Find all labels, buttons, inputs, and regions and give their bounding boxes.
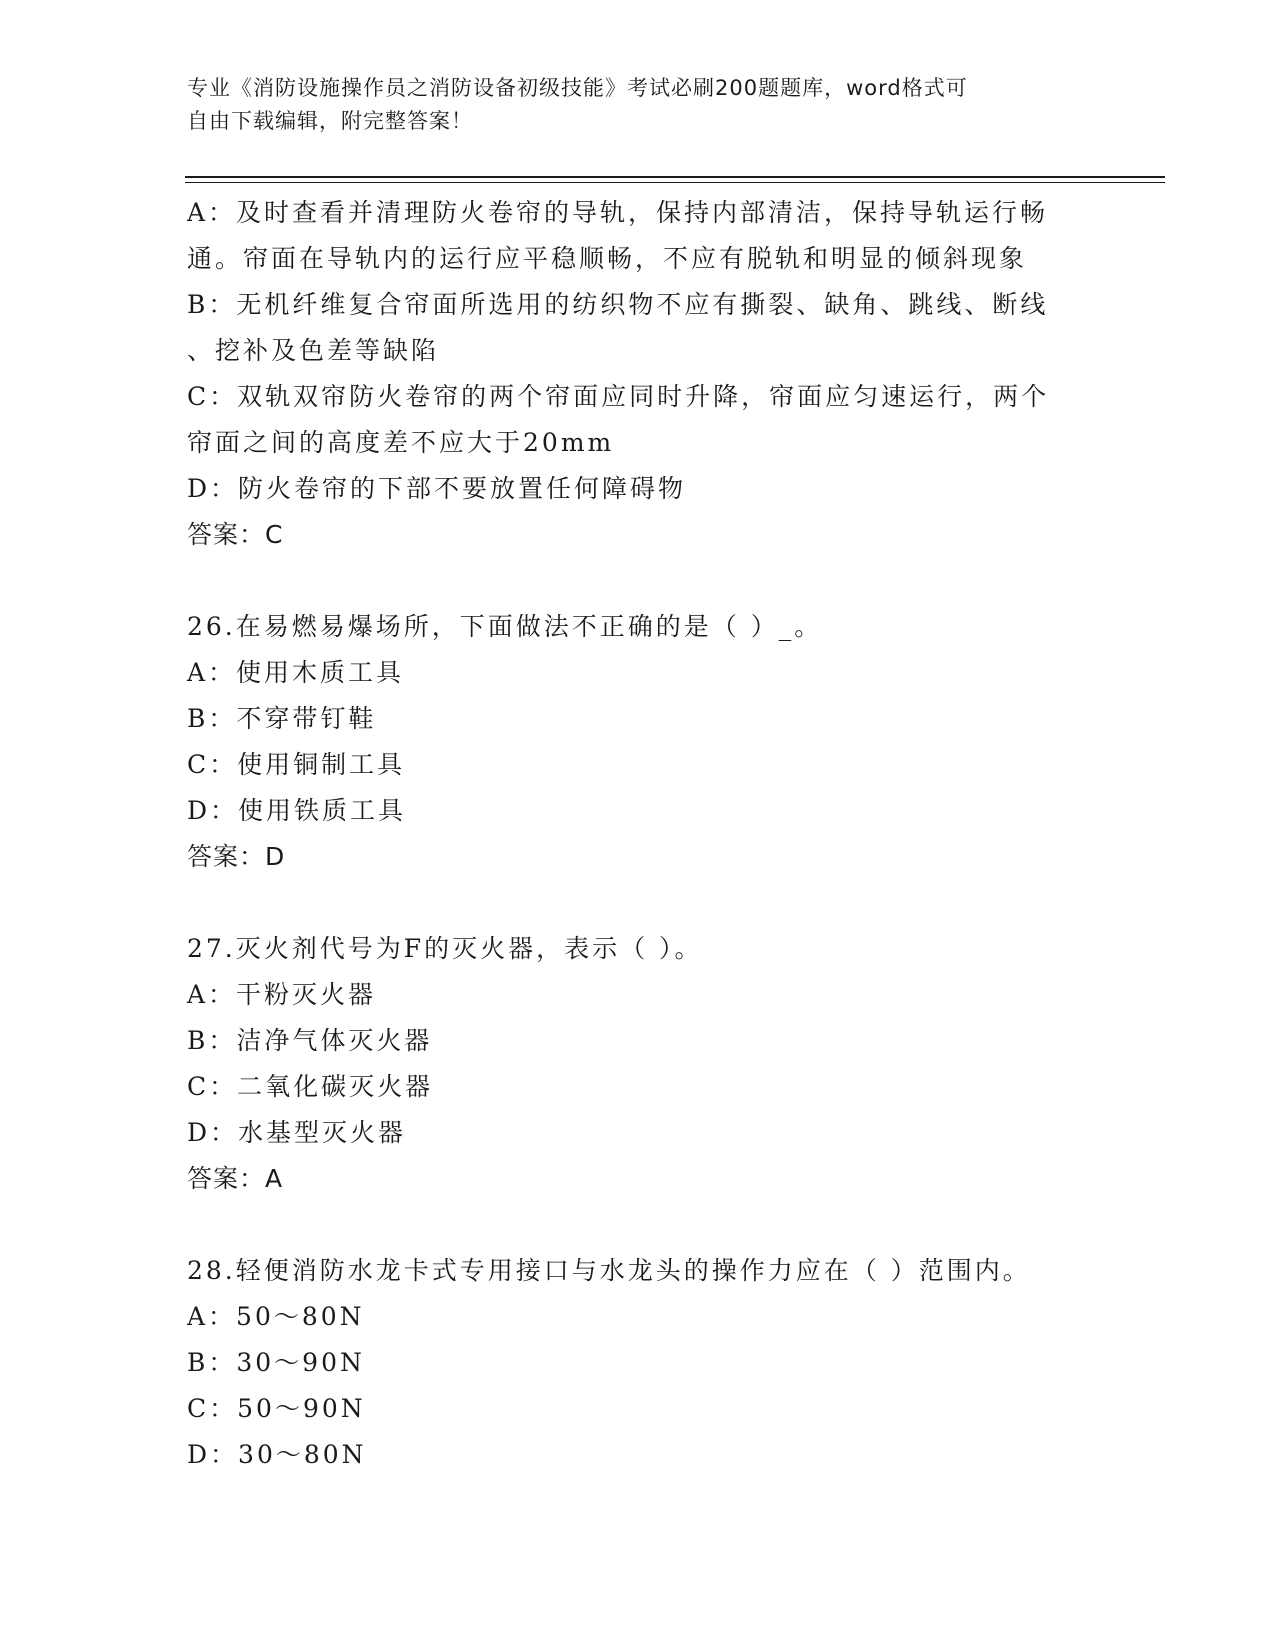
question-28 [187,1248,1087,1478]
question-text: 26.在易燃易爆场所，下面做法不正确的是（ ）_。 [187,612,823,641]
spacer [187,880,1087,926]
question-26 [187,604,1087,880]
header-line-2: 自由下载编辑，附完整答案！ [187,109,473,133]
option-d-line-1: D：防火卷帘的下部不要放置任何障碍物 [187,474,687,503]
option-c: C：二氧化碳灭火器 [187,1072,434,1101]
option-a: A：使用木质工具 [187,658,405,687]
question-text: 28.轻便消防水龙卡式专用接口与水龙头的操作力应在（ ）范围内。 [187,1256,1031,1285]
option-b: B：30～90N [187,1348,365,1377]
spacer [187,558,1087,604]
option-b: B：洁净气体灭火器 [187,1026,433,1055]
document-header [187,72,1087,138]
answer-label: 答案：C [187,520,284,549]
option-d: D：使用铁质工具 [187,796,407,825]
option-a-line-1: A：及时查看并清理防火卷帘的导轨，保持内部清洁，保持导轨运行畅 [187,198,1049,227]
option-d: D：水基型灭火器 [187,1118,407,1147]
answer-label: 答案：D [187,842,286,871]
header-divider-thin [185,182,1165,183]
option-d: D：30～80N [187,1440,367,1469]
spacer [187,1202,1087,1248]
option-c: C：使用铜制工具 [187,750,406,779]
option-b-line-2: 、挖补及色差等缺陷 [187,336,440,365]
option-a: A：干粉灭火器 [187,980,377,1009]
header-divider-thick [185,176,1165,178]
option-a-line-2: 通。帘面在导轨内的运行应平稳顺畅，不应有脱轨和明显的倾斜现象 [187,244,1028,273]
option-c-line-2: 帘面之间的高度差不应大于20mm [187,428,615,457]
option-b-line-1: B：无机纤维复合帘面所选用的纺织物不应有撕裂、缺角、跳线、断线 [187,290,1049,319]
header-line-1: 专业《消防设施操作员之消防设备初级技能》考试必刷200题题库，word格式可 [187,76,968,100]
option-a: A：50～80N [187,1302,365,1331]
question-text: 27.灭火剂代号为F的灭火器，表示（ ）。 [187,934,703,963]
option-c: C：50～90N [187,1394,366,1423]
question-list [187,190,1087,1478]
option-b: B：不穿带钉鞋 [187,704,377,733]
question-27 [187,926,1087,1202]
document-page [187,0,1167,1650]
option-c-line-1: C：双轨双帘防火卷帘的两个帘面应同时升降，帘面应匀速运行，两个 [187,382,1050,411]
question-25-options [187,190,1087,558]
answer-label: 答案：A [187,1164,284,1193]
